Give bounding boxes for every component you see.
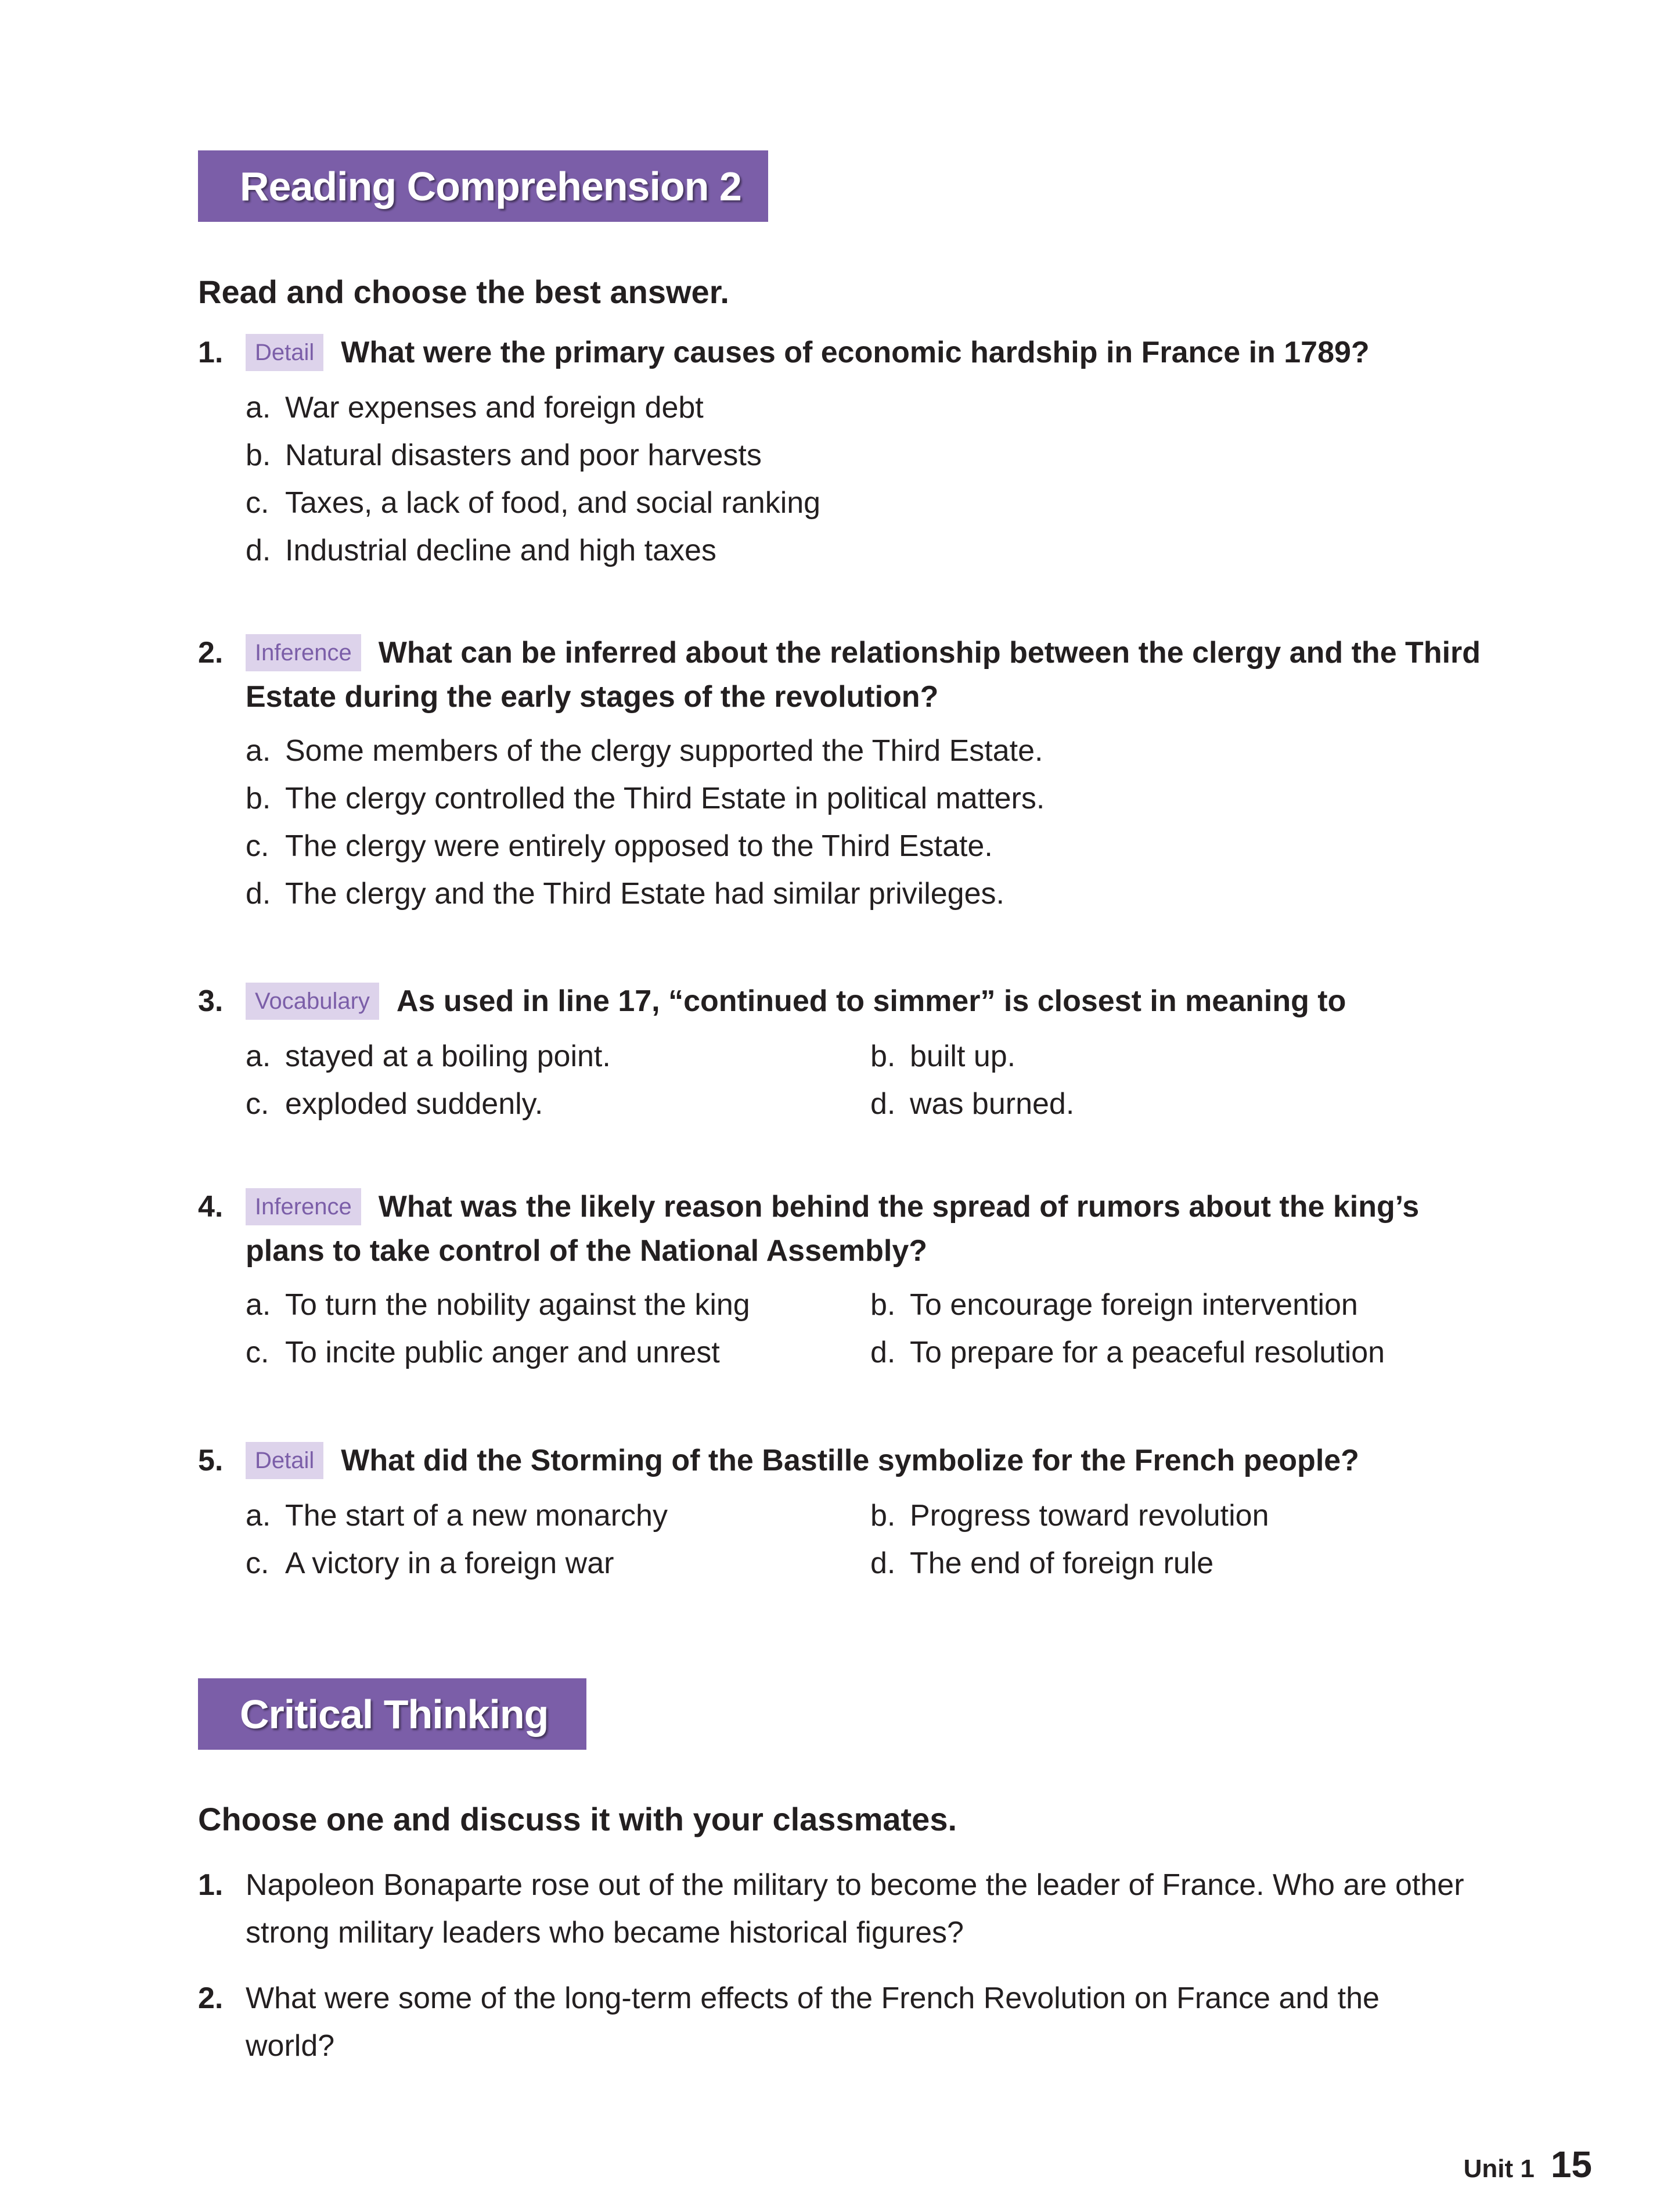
question-3 xyxy=(198,983,1510,1128)
option-text: was burned. xyxy=(910,1087,1075,1121)
option-d[interactable] xyxy=(870,1329,1451,1376)
item-number: 1. xyxy=(198,1868,224,1902)
page-number: 15 xyxy=(1550,2143,1592,2185)
option-text: exploded suddenly. xyxy=(285,1087,543,1121)
option-c[interactable] xyxy=(246,1329,870,1376)
question-type-tag: Detail xyxy=(246,1442,323,1479)
option-text: Industrial decline and high taxes xyxy=(285,534,716,567)
option-b[interactable] xyxy=(246,775,1510,822)
question-type-tag: Inference xyxy=(246,634,361,671)
question-type-tag: Inference xyxy=(246,1188,361,1225)
question-5 xyxy=(198,1442,1510,1587)
option-letter: b. xyxy=(246,782,271,815)
option-text: Some members of the clergy supported the Third Estate. xyxy=(285,734,1043,768)
question-text: What can be inferred about the relationship between the clergy and the Third xyxy=(378,636,1481,670)
item-number: 2. xyxy=(198,1981,224,2015)
option-letter: b. xyxy=(870,1499,896,1533)
option-b[interactable] xyxy=(870,1033,1451,1080)
option-b[interactable] xyxy=(870,1492,1451,1540)
option-text: War expenses and foreign debt xyxy=(285,391,704,425)
option-letter: d. xyxy=(246,534,271,567)
critical-thinking-banner xyxy=(198,1678,586,1750)
option-d[interactable] xyxy=(870,1080,1451,1128)
option-c[interactable] xyxy=(246,1540,870,1587)
option-a[interactable] xyxy=(246,1281,870,1329)
option-text: To incite public anger and unrest xyxy=(285,1336,720,1369)
question-1 xyxy=(198,334,1510,574)
option-text: To encourage foreign intervention xyxy=(910,1288,1358,1322)
question-number: 5. xyxy=(198,1444,224,1477)
option-letter: c. xyxy=(246,829,269,863)
item-text-line: Napoleon Bonaparte rose out of the military to become the leader of France. Who are other xyxy=(246,1868,1464,1902)
option-letter: d. xyxy=(870,1087,896,1121)
option-text: The end of foreign rule xyxy=(910,1546,1214,1580)
option-letter: b. xyxy=(870,1288,896,1322)
critical-instruction: Choose one and discuss it with your classmates. xyxy=(198,1801,957,1837)
option-letter: a. xyxy=(246,1499,271,1533)
item-text-line: strong military leaders who became historical figures? xyxy=(246,1916,964,1950)
question-text: What did the Storming of the Bastille symbolize for the French people? xyxy=(341,1444,1359,1477)
question-4 xyxy=(198,1188,1510,1376)
discussion-item-2 xyxy=(198,1974,1510,2070)
option-letter: c. xyxy=(246,1336,269,1369)
unit-label: Unit 1 xyxy=(1463,2155,1535,2183)
question-number: 3. xyxy=(198,984,224,1018)
option-text: A victory in a foreign war xyxy=(285,1546,614,1580)
option-text: Progress toward revolution xyxy=(910,1499,1269,1533)
question-number: 1. xyxy=(198,336,224,369)
question-text-continued: Estate during the early stages of the revolution? xyxy=(246,680,939,714)
item-text-line: world? xyxy=(246,2029,335,2063)
option-text: Taxes, a lack of food, and social ranking xyxy=(285,486,821,520)
question-type-tag: Detail xyxy=(246,334,323,371)
question-text: As used in line 17, “continued to simmer” is closest in meaning to xyxy=(396,984,1346,1018)
option-d[interactable] xyxy=(246,870,1510,918)
option-text: stayed at a boiling point. xyxy=(285,1040,611,1073)
option-c[interactable] xyxy=(246,822,1510,870)
question-2 xyxy=(198,634,1510,918)
option-a[interactable] xyxy=(246,1492,870,1540)
reading-comprehension-banner xyxy=(198,150,768,222)
option-text: To prepare for a peaceful resolution xyxy=(910,1336,1385,1369)
option-letter: d. xyxy=(246,877,271,911)
option-d[interactable] xyxy=(246,527,1510,574)
option-letter: a. xyxy=(246,1288,271,1322)
section-title: Reading Comprehension 2 xyxy=(240,163,741,209)
option-a[interactable] xyxy=(246,727,1510,775)
option-letter: b. xyxy=(870,1040,896,1073)
option-text: The clergy controlled the Third Estate in political matters. xyxy=(285,782,1045,815)
option-text: The clergy and the Third Estate had similar privileges. xyxy=(285,877,1004,911)
option-text: built up. xyxy=(910,1040,1016,1073)
question-text: What were the primary causes of economic hardship in France in 1789? xyxy=(341,336,1370,369)
option-d[interactable] xyxy=(870,1540,1451,1587)
option-text: Natural disasters and poor harvests xyxy=(285,438,762,472)
option-letter: b. xyxy=(246,438,271,472)
question-text-continued: plans to take control of the National Assembly? xyxy=(246,1234,928,1268)
option-a[interactable] xyxy=(246,1033,870,1080)
option-c[interactable] xyxy=(246,479,1510,527)
question-number: 2. xyxy=(198,636,224,670)
option-letter: a. xyxy=(246,1040,271,1073)
option-letter: d. xyxy=(870,1336,896,1369)
option-letter: a. xyxy=(246,391,271,425)
option-c[interactable] xyxy=(246,1080,870,1128)
question-text: What was the likely reason behind the spread of rumors about the king’s xyxy=(378,1190,1420,1224)
page-footer xyxy=(1464,2143,1592,2186)
discussion-item-1 xyxy=(198,1861,1510,1956)
option-b[interactable] xyxy=(246,431,1510,479)
option-letter: c. xyxy=(246,1087,269,1121)
question-type-tag: Vocabulary xyxy=(246,983,379,1020)
item-text-line: What were some of the long-term effects of the French Revolution on France and the xyxy=(246,1981,1380,2015)
option-letter: c. xyxy=(246,1546,269,1580)
question-number: 4. xyxy=(198,1190,224,1224)
option-text: To turn the nobility against the king xyxy=(285,1288,750,1322)
option-letter: a. xyxy=(246,734,271,768)
option-a[interactable] xyxy=(246,384,1510,431)
option-text: The start of a new monarchy xyxy=(285,1499,668,1533)
option-letter: c. xyxy=(246,486,269,520)
reading-instruction: Read and choose the best answer. xyxy=(198,274,729,310)
option-b[interactable] xyxy=(870,1281,1451,1329)
section-title: Critical Thinking xyxy=(240,1691,549,1737)
option-letter: d. xyxy=(870,1546,896,1580)
option-text: The clergy were entirely opposed to the Third Estate. xyxy=(285,829,993,863)
